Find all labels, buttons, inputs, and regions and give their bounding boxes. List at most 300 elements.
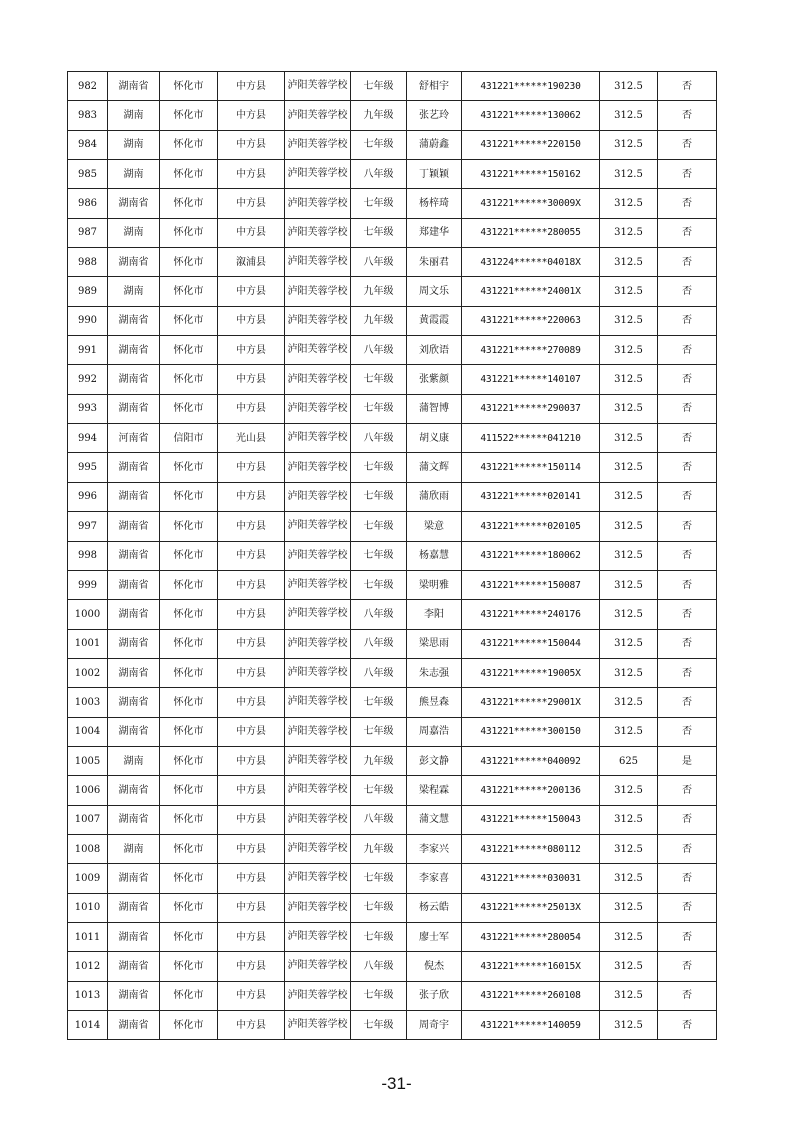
grade-cell: 八年级 — [351, 336, 407, 365]
id-number-cell: 431221******140059 — [462, 1011, 600, 1040]
table-row — [68, 893, 717, 922]
province-cell: 湖南省 — [108, 981, 160, 1010]
province-cell: 湖南省 — [108, 629, 160, 658]
score-cell: 312.5 — [600, 365, 658, 394]
county-cell: 中方县 — [218, 922, 285, 951]
score-cell: 312.5 — [600, 1011, 658, 1040]
id-number-cell: 431221******150114 — [462, 453, 600, 482]
table-row — [68, 189, 717, 218]
city-cell: 怀化市 — [160, 717, 218, 746]
province-cell: 湖南省 — [108, 248, 160, 277]
grade-cell: 七年级 — [351, 717, 407, 746]
flag-cell: 否 — [658, 189, 717, 218]
county-cell: 中方县 — [218, 365, 285, 394]
table-row — [68, 482, 717, 511]
city-cell: 怀化市 — [160, 482, 218, 511]
flag-cell: 否 — [658, 130, 717, 159]
table-row — [68, 658, 717, 687]
score-cell: 312.5 — [600, 512, 658, 541]
score-cell: 312.5 — [600, 864, 658, 893]
row-number-cell: 992 — [68, 365, 108, 394]
table-row — [68, 541, 717, 570]
grade-cell: 八年级 — [351, 952, 407, 981]
student-name-cell: 李家喜 — [407, 864, 462, 893]
county-cell: 中方县 — [218, 658, 285, 687]
flag-cell: 否 — [658, 658, 717, 687]
province-cell: 湖南省 — [108, 365, 160, 394]
school-cell: 泸阳芙蓉学校 — [285, 952, 351, 981]
student-table — [67, 71, 717, 1040]
province-cell: 湖南省 — [108, 482, 160, 511]
province-cell: 湖南省 — [108, 189, 160, 218]
row-number-cell: 1013 — [68, 981, 108, 1010]
id-number-cell: 431221******150044 — [462, 629, 600, 658]
city-cell: 怀化市 — [160, 336, 218, 365]
row-number-cell: 1012 — [68, 952, 108, 981]
id-number-cell: 431221******020141 — [462, 482, 600, 511]
school-cell: 泸阳芙蓉学校 — [285, 629, 351, 658]
grade-cell: 七年级 — [351, 541, 407, 570]
city-cell: 怀化市 — [160, 1011, 218, 1040]
grade-cell: 八年级 — [351, 160, 407, 189]
student-name-cell: 彭文静 — [407, 746, 462, 775]
city-cell: 怀化市 — [160, 160, 218, 189]
city-cell: 怀化市 — [160, 981, 218, 1010]
id-number-cell: 431221******140107 — [462, 365, 600, 394]
score-cell: 312.5 — [600, 922, 658, 951]
flag-cell: 否 — [658, 834, 717, 863]
school-cell: 泸阳芙蓉学校 — [285, 922, 351, 951]
county-cell: 中方县 — [218, 277, 285, 306]
grade-cell: 九年级 — [351, 101, 407, 130]
school-cell: 泸阳芙蓉学校 — [285, 746, 351, 775]
city-cell: 怀化市 — [160, 776, 218, 805]
score-cell: 312.5 — [600, 834, 658, 863]
city-cell: 怀化市 — [160, 512, 218, 541]
student-name-cell: 廖士军 — [407, 922, 462, 951]
province-cell: 湖南省 — [108, 776, 160, 805]
county-cell: 中方县 — [218, 101, 285, 130]
table-row — [68, 130, 717, 159]
grade-cell: 七年级 — [351, 130, 407, 159]
grade-cell: 七年级 — [351, 218, 407, 247]
row-number-cell: 983 — [68, 101, 108, 130]
id-number-cell: 431221******19005X — [462, 658, 600, 687]
flag-cell: 否 — [658, 541, 717, 570]
grade-cell: 七年级 — [351, 981, 407, 1010]
row-number-cell: 1000 — [68, 600, 108, 629]
city-cell: 怀化市 — [160, 629, 218, 658]
score-cell: 312.5 — [600, 805, 658, 834]
student-name-cell: 蒲文慧 — [407, 805, 462, 834]
county-cell: 中方县 — [218, 130, 285, 159]
flag-cell: 否 — [658, 512, 717, 541]
flag-cell: 否 — [658, 248, 717, 277]
score-cell: 312.5 — [600, 218, 658, 247]
row-number-cell: 999 — [68, 570, 108, 599]
province-cell: 湖南 — [108, 834, 160, 863]
province-cell: 湖南 — [108, 218, 160, 247]
county-cell: 中方县 — [218, 512, 285, 541]
row-number-cell: 989 — [68, 277, 108, 306]
province-cell: 湖南省 — [108, 570, 160, 599]
table-row — [68, 160, 717, 189]
county-cell: 中方县 — [218, 776, 285, 805]
row-number-cell: 1008 — [68, 834, 108, 863]
row-number-cell: 998 — [68, 541, 108, 570]
province-cell: 湖南 — [108, 746, 160, 775]
grade-cell: 七年级 — [351, 864, 407, 893]
flag-cell: 否 — [658, 482, 717, 511]
row-number-cell: 1004 — [68, 717, 108, 746]
row-number-cell: 985 — [68, 160, 108, 189]
student-name-cell: 杨嘉慧 — [407, 541, 462, 570]
table-row — [68, 922, 717, 951]
table-row — [68, 101, 717, 130]
county-cell: 溆浦县 — [218, 248, 285, 277]
score-cell: 312.5 — [600, 600, 658, 629]
flag-cell: 否 — [658, 570, 717, 599]
school-cell: 泸阳芙蓉学校 — [285, 1011, 351, 1040]
score-cell: 312.5 — [600, 336, 658, 365]
city-cell: 怀化市 — [160, 952, 218, 981]
id-number-cell: 431221******280055 — [462, 218, 600, 247]
flag-cell: 否 — [658, 805, 717, 834]
student-name-cell: 张艺玲 — [407, 101, 462, 130]
grade-cell: 八年级 — [351, 600, 407, 629]
province-cell: 湖南省 — [108, 72, 160, 101]
school-cell: 泸阳芙蓉学校 — [285, 160, 351, 189]
province-cell: 湖南省 — [108, 658, 160, 687]
table-row — [68, 365, 717, 394]
flag-cell: 否 — [658, 101, 717, 130]
flag-cell: 否 — [658, 160, 717, 189]
school-cell: 泸阳芙蓉学校 — [285, 512, 351, 541]
province-cell: 湖南 — [108, 160, 160, 189]
province-cell: 湖南省 — [108, 336, 160, 365]
city-cell: 怀化市 — [160, 306, 218, 335]
student-name-cell: 张紫颜 — [407, 365, 462, 394]
city-cell: 怀化市 — [160, 864, 218, 893]
city-cell: 怀化市 — [160, 218, 218, 247]
student-name-cell: 舒相宇 — [407, 72, 462, 101]
grade-cell: 八年级 — [351, 658, 407, 687]
score-cell: 312.5 — [600, 306, 658, 335]
county-cell: 光山县 — [218, 424, 285, 453]
school-cell: 泸阳芙蓉学校 — [285, 570, 351, 599]
student-name-cell: 蒲智博 — [407, 394, 462, 423]
student-name-cell: 梁程霖 — [407, 776, 462, 805]
grade-cell: 七年级 — [351, 688, 407, 717]
id-number-cell: 431221******150162 — [462, 160, 600, 189]
id-number-cell: 431221******030031 — [462, 864, 600, 893]
id-number-cell: 431221******220063 — [462, 306, 600, 335]
id-number-cell: 431221******300150 — [462, 717, 600, 746]
province-cell: 湖南省 — [108, 306, 160, 335]
score-cell: 312.5 — [600, 629, 658, 658]
city-cell: 怀化市 — [160, 277, 218, 306]
province-cell: 湖南 — [108, 277, 160, 306]
row-number-cell: 988 — [68, 248, 108, 277]
table-row — [68, 717, 717, 746]
school-cell: 泸阳芙蓉学校 — [285, 893, 351, 922]
city-cell: 怀化市 — [160, 394, 218, 423]
grade-cell: 七年级 — [351, 1011, 407, 1040]
student-name-cell: 周奇宇 — [407, 1011, 462, 1040]
flag-cell: 否 — [658, 394, 717, 423]
id-number-cell: 431221******190230 — [462, 72, 600, 101]
score-cell: 312.5 — [600, 394, 658, 423]
city-cell: 怀化市 — [160, 189, 218, 218]
grade-cell: 七年级 — [351, 922, 407, 951]
row-number-cell: 987 — [68, 218, 108, 247]
id-number-cell: 431221******270089 — [462, 336, 600, 365]
id-number-cell: 431221******30009X — [462, 189, 600, 218]
grade-cell: 七年级 — [351, 453, 407, 482]
id-number-cell: 431221******16015X — [462, 952, 600, 981]
city-cell: 怀化市 — [160, 600, 218, 629]
table-row — [68, 805, 717, 834]
table-row — [68, 394, 717, 423]
table-row — [68, 746, 717, 775]
flag-cell: 否 — [658, 600, 717, 629]
id-number-cell: 431221******25013X — [462, 893, 600, 922]
grade-cell: 七年级 — [351, 394, 407, 423]
table-row — [68, 952, 717, 981]
grade-cell: 七年级 — [351, 72, 407, 101]
student-name-cell: 李阳 — [407, 600, 462, 629]
student-name-cell: 周嘉浩 — [407, 717, 462, 746]
province-cell: 湖南省 — [108, 805, 160, 834]
score-cell: 312.5 — [600, 717, 658, 746]
province-cell: 湖南省 — [108, 717, 160, 746]
table-row — [68, 218, 717, 247]
id-number-cell: 431221******150087 — [462, 570, 600, 599]
city-cell: 怀化市 — [160, 248, 218, 277]
province-cell: 湖南省 — [108, 922, 160, 951]
id-number-cell: 431221******240176 — [462, 600, 600, 629]
score-cell: 312.5 — [600, 248, 658, 277]
school-cell: 泸阳芙蓉学校 — [285, 336, 351, 365]
school-cell: 泸阳芙蓉学校 — [285, 658, 351, 687]
grade-cell: 七年级 — [351, 893, 407, 922]
flag-cell: 否 — [658, 424, 717, 453]
student-name-cell: 梁思雨 — [407, 629, 462, 658]
school-cell: 泸阳芙蓉学校 — [285, 424, 351, 453]
score-cell: 312.5 — [600, 776, 658, 805]
id-number-cell: 431224******04018X — [462, 248, 600, 277]
city-cell: 怀化市 — [160, 453, 218, 482]
city-cell: 怀化市 — [160, 130, 218, 159]
school-cell: 泸阳芙蓉学校 — [285, 453, 351, 482]
province-cell: 湖南 — [108, 101, 160, 130]
score-cell: 312.5 — [600, 688, 658, 717]
county-cell: 中方县 — [218, 306, 285, 335]
student-name-cell: 朱志强 — [407, 658, 462, 687]
table-row — [68, 336, 717, 365]
flag-cell: 否 — [658, 218, 717, 247]
county-cell: 中方县 — [218, 453, 285, 482]
flag-cell: 是 — [658, 746, 717, 775]
province-cell: 湖南省 — [108, 541, 160, 570]
county-cell: 中方县 — [218, 629, 285, 658]
school-cell: 泸阳芙蓉学校 — [285, 834, 351, 863]
grade-cell: 九年级 — [351, 306, 407, 335]
school-cell: 泸阳芙蓉学校 — [285, 864, 351, 893]
table-body — [68, 72, 717, 1040]
row-number-cell: 1003 — [68, 688, 108, 717]
table-row — [68, 776, 717, 805]
row-number-cell: 986 — [68, 189, 108, 218]
county-cell: 中方县 — [218, 1011, 285, 1040]
city-cell: 怀化市 — [160, 893, 218, 922]
city-cell: 怀化市 — [160, 922, 218, 951]
flag-cell: 否 — [658, 453, 717, 482]
city-cell: 怀化市 — [160, 101, 218, 130]
id-number-cell: 431221******200136 — [462, 776, 600, 805]
row-number-cell: 1005 — [68, 746, 108, 775]
county-cell: 中方县 — [218, 189, 285, 218]
school-cell: 泸阳芙蓉学校 — [285, 805, 351, 834]
county-cell: 中方县 — [218, 952, 285, 981]
table-row — [68, 72, 717, 101]
table-row — [68, 1011, 717, 1040]
student-name-cell: 梁意 — [407, 512, 462, 541]
county-cell: 中方县 — [218, 688, 285, 717]
city-cell: 怀化市 — [160, 541, 218, 570]
county-cell: 中方县 — [218, 482, 285, 511]
school-cell: 泸阳芙蓉学校 — [285, 189, 351, 218]
county-cell: 中方县 — [218, 893, 285, 922]
school-cell: 泸阳芙蓉学校 — [285, 717, 351, 746]
province-cell: 湖南省 — [108, 893, 160, 922]
row-number-cell: 1007 — [68, 805, 108, 834]
student-name-cell: 朱丽君 — [407, 248, 462, 277]
id-number-cell: 431221******29001X — [462, 688, 600, 717]
score-cell: 312.5 — [600, 453, 658, 482]
row-number-cell: 984 — [68, 130, 108, 159]
city-cell: 怀化市 — [160, 658, 218, 687]
score-cell: 312.5 — [600, 424, 658, 453]
row-number-cell: 1002 — [68, 658, 108, 687]
county-cell: 中方县 — [218, 746, 285, 775]
row-number-cell: 995 — [68, 453, 108, 482]
student-name-cell: 梁明雅 — [407, 570, 462, 599]
row-number-cell: 1014 — [68, 1011, 108, 1040]
grade-cell: 八年级 — [351, 248, 407, 277]
student-name-cell: 胡义康 — [407, 424, 462, 453]
score-cell: 312.5 — [600, 277, 658, 306]
row-number-cell: 1006 — [68, 776, 108, 805]
flag-cell: 否 — [658, 952, 717, 981]
county-cell: 中方县 — [218, 541, 285, 570]
flag-cell: 否 — [658, 1011, 717, 1040]
city-cell: 怀化市 — [160, 570, 218, 599]
table-row — [68, 570, 717, 599]
flag-cell: 否 — [658, 717, 717, 746]
table-row — [68, 834, 717, 863]
school-cell: 泸阳芙蓉学校 — [285, 130, 351, 159]
city-cell: 信阳市 — [160, 424, 218, 453]
student-name-cell: 丁颖颖 — [407, 160, 462, 189]
flag-cell: 否 — [658, 688, 717, 717]
row-number-cell: 991 — [68, 336, 108, 365]
school-cell: 泸阳芙蓉学校 — [285, 218, 351, 247]
grade-cell: 七年级 — [351, 512, 407, 541]
flag-cell: 否 — [658, 365, 717, 394]
school-cell: 泸阳芙蓉学校 — [285, 688, 351, 717]
school-cell: 泸阳芙蓉学校 — [285, 277, 351, 306]
city-cell: 怀化市 — [160, 805, 218, 834]
province-cell: 湖南省 — [108, 453, 160, 482]
score-cell: 312.5 — [600, 189, 658, 218]
score-cell: 312.5 — [600, 482, 658, 511]
school-cell: 泸阳芙蓉学校 — [285, 248, 351, 277]
province-cell: 湖南省 — [108, 394, 160, 423]
county-cell: 中方县 — [218, 72, 285, 101]
id-number-cell: 431221******080112 — [462, 834, 600, 863]
score-cell: 312.5 — [600, 952, 658, 981]
grade-cell: 八年级 — [351, 805, 407, 834]
flag-cell: 否 — [658, 72, 717, 101]
table-row — [68, 981, 717, 1010]
table-row — [68, 629, 717, 658]
id-number-cell: 431221******24001X — [462, 277, 600, 306]
table-row — [68, 512, 717, 541]
flag-cell: 否 — [658, 776, 717, 805]
grade-cell: 九年级 — [351, 746, 407, 775]
grade-cell: 七年级 — [351, 776, 407, 805]
student-name-cell: 杨云皓 — [407, 893, 462, 922]
school-cell: 泸阳芙蓉学校 — [285, 365, 351, 394]
row-number-cell: 1011 — [68, 922, 108, 951]
school-cell: 泸阳芙蓉学校 — [285, 600, 351, 629]
county-cell: 中方县 — [218, 570, 285, 599]
county-cell: 中方县 — [218, 160, 285, 189]
score-cell: 312.5 — [600, 658, 658, 687]
school-cell: 泸阳芙蓉学校 — [285, 306, 351, 335]
id-number-cell: 431221******290037 — [462, 394, 600, 423]
school-cell: 泸阳芙蓉学校 — [285, 482, 351, 511]
province-cell: 湖南 — [108, 130, 160, 159]
school-cell: 泸阳芙蓉学校 — [285, 101, 351, 130]
student-name-cell: 郑建华 — [407, 218, 462, 247]
flag-cell: 否 — [658, 864, 717, 893]
table-row — [68, 453, 717, 482]
table-row — [68, 688, 717, 717]
id-number-cell: 431221******020105 — [462, 512, 600, 541]
province-cell: 湖南省 — [108, 600, 160, 629]
grade-cell: 七年级 — [351, 570, 407, 599]
student-name-cell: 蒲文辉 — [407, 453, 462, 482]
city-cell: 怀化市 — [160, 365, 218, 394]
table-row — [68, 600, 717, 629]
row-number-cell: 1010 — [68, 893, 108, 922]
county-cell: 中方县 — [218, 394, 285, 423]
row-number-cell: 1009 — [68, 864, 108, 893]
grade-cell: 九年级 — [351, 834, 407, 863]
grade-cell: 七年级 — [351, 365, 407, 394]
county-cell: 中方县 — [218, 864, 285, 893]
row-number-cell: 997 — [68, 512, 108, 541]
school-cell: 泸阳芙蓉学校 — [285, 981, 351, 1010]
table-row — [68, 306, 717, 335]
student-name-cell: 刘欣语 — [407, 336, 462, 365]
score-cell: 312.5 — [600, 101, 658, 130]
id-number-cell: 431221******260108 — [462, 981, 600, 1010]
flag-cell: 否 — [658, 893, 717, 922]
county-cell: 中方县 — [218, 218, 285, 247]
